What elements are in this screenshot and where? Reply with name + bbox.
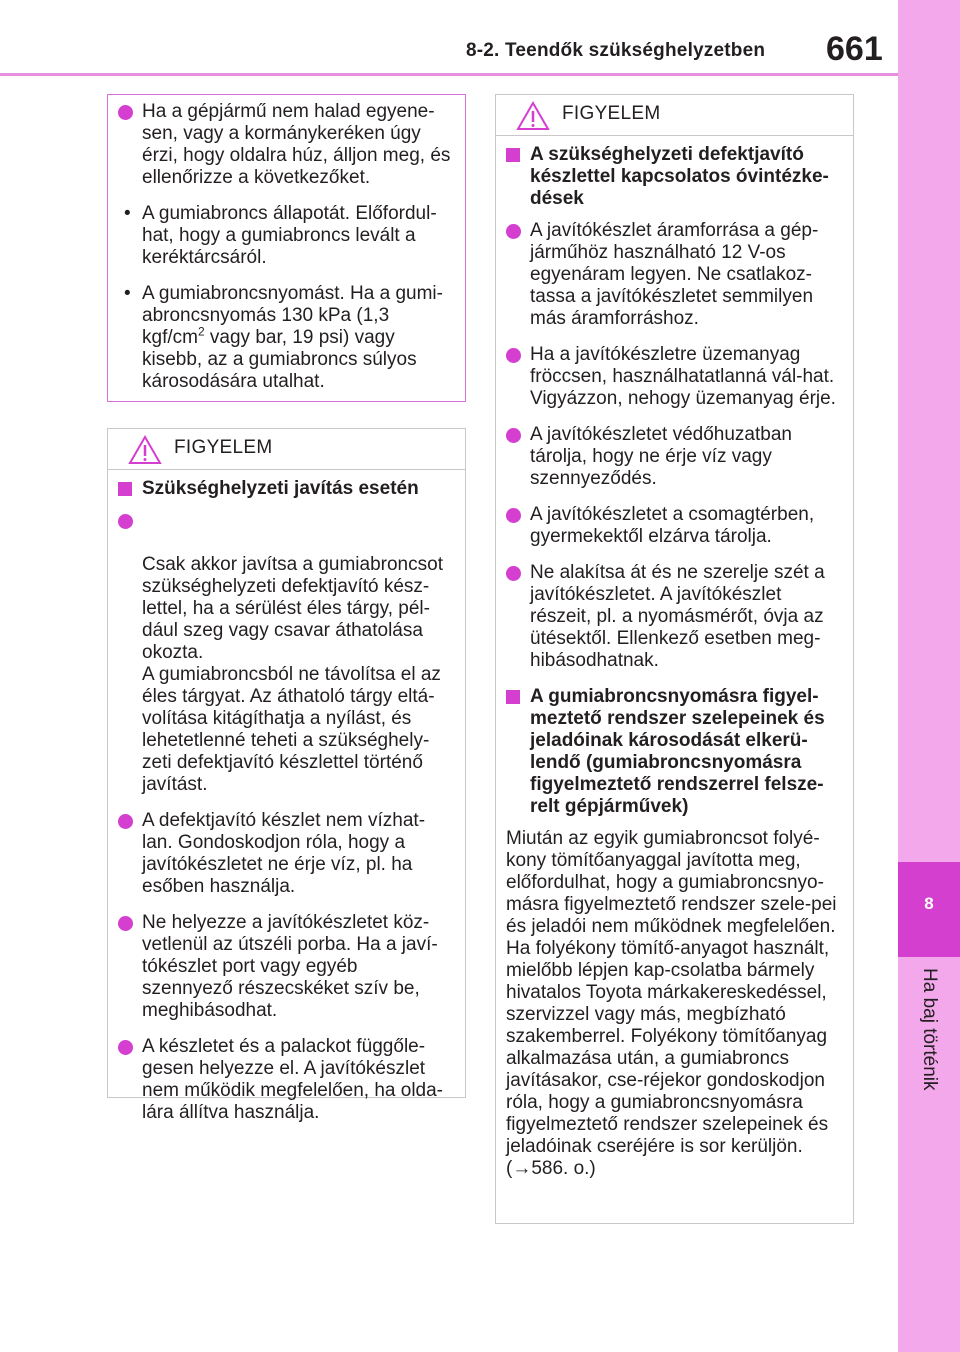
warning-bullet-text: Ne helyezze a javítókészletet köz-vetlenül az útszéli porba. Ha a javí-tókészlet port vagy egyéb szennyező részecskéket szív be, meghibásodhat. — [142, 912, 438, 1021]
warning-bullet-text: Csak akkor javítsa a gumiabroncsot szükséghelyzeti defektjavító kész-lettel, ha a sérülést éles tárgy, pél-dául szeg vagy csavar áthatolása okozta. A gumiabroncsból ne távolítsa el az éles tárgyat. Az áthatoló tárgy eltá-volítása kitágíthatja a nyílást, és lehetetlenné teheti a szükséghely-zeti defektjavító készlettel történő javítást. — [142, 554, 443, 795]
info-sub-item — [118, 283, 451, 393]
chapter-number: 8 — [924, 894, 934, 913]
info-bullet — [118, 101, 451, 189]
warning-section-title — [506, 144, 839, 210]
warning-bullet — [506, 344, 839, 410]
section-square-icon — [118, 482, 132, 496]
bullet-point-icon: • — [124, 283, 131, 304]
section-title: 8-2. Teendők szükséghelyzetben — [466, 40, 766, 61]
chapter-label: Ha baj történik — [919, 968, 940, 1091]
info-box — [107, 94, 466, 402]
section-square-icon — [506, 148, 520, 162]
bullet-dot-icon — [118, 514, 133, 529]
bullet-point-icon: • — [124, 203, 131, 224]
warning-bullet — [506, 220, 839, 330]
warning-label: FIGYELEM — [562, 103, 661, 124]
info-bullet-text: Ha a gépjármű nem halad egyene-sen, vagy a kormánykeréken úgy érzi, hogy oldalra húz, álljon meg, és ellenőrizze a következőket. — [142, 101, 451, 188]
bullet-dot-icon — [506, 224, 521, 239]
superscript: 2 — [197, 324, 205, 339]
warning-bullet — [118, 510, 451, 796]
warning-bullet-text: A defektjavító készlet nem vízhat-lan. Gondoskodjon róla, hogy a javítókészletet ne érje víz, pl. ha esőben használja. — [142, 810, 426, 897]
info-sub-text: A gumiabroncsnyomást. Ha a gumi-abroncsnyomás 130 kPa (1,3 kgf/cm — [142, 283, 443, 348]
bullet-dot-icon — [506, 348, 521, 363]
warning-paragraph: Miután az egyik gumiabroncsot folyé-kony tömítőanyaggal javította meg, előfordulhat, hogy a gumiabroncsnyo-másra figyelmeztető rendszer szele-pei és jeladói nem működnek megfelelően. Ha folyékony tömítő-anyagot használt, mielőbb lépjen kap-csolatba bármely hivatalos Toyota márkakereskedéssel, szervizzel vagy más, megbízható szakemberrel. Folyékony tömítőanyag alkalmazása után, a gumiabroncs javításakor, cse-réjekor gondoskodjon róla, hogy a gumiabroncsnyomásra figyelmeztető rendszer szelepeinek és jeladóinak cseréjére is sor kerüljön. (→586. o.) — [506, 828, 837, 1179]
section-title-text: A gumiabroncsnyomásra figyel-meztető rendszer szelepeinek és jeladóinak károsodását elkerü-lendő (gumiabroncsnyomásra figyelmeztető rendszerrel felsze-relt gépjárművek) — [530, 686, 825, 817]
warning-section-title — [506, 686, 839, 818]
warning-bullet — [506, 424, 839, 490]
warning-bullet-text: A javítókészletet védőhuzatban tárolja, hogy ne érje víz vagy szennyeződés. — [530, 424, 792, 489]
section-square-icon — [506, 690, 520, 704]
warning-box-left — [107, 428, 466, 1123]
bullet-dot-icon — [118, 814, 133, 829]
warning-bullet-text: Ne alakítsa át és ne szerelje szét a javítókészletet. A javítókészlet részeit, pl. a nyomásmérőt, óvja az ütésektől. Ellenkező esetben meg-hibásodhatnak. — [530, 562, 825, 671]
chapter-tab[interactable] — [898, 862, 960, 957]
warning-bullet — [118, 1036, 451, 1124]
warning-header — [108, 429, 465, 470]
info-sub-item — [118, 203, 451, 269]
section-title-text: A szükséghelyzeti defektjavító készlettel kapcsolatos óvintézke-dések — [530, 144, 829, 209]
warning-bullet — [506, 504, 839, 548]
warning-bullet-text: A készletet és a palackot függőle-gesen helyezze el. A javítókészlet nem működik megfelelően, ha olda-lára állítva használja. — [142, 1036, 444, 1123]
warning-bullet — [118, 810, 451, 898]
header-divider — [0, 73, 898, 76]
bullet-dot-icon — [118, 916, 133, 931]
warning-bullet-text: A javítókészletet a csomagtérben, gyermekektől elzárva tárolja. — [530, 504, 815, 547]
bullet-dot-icon — [506, 428, 521, 443]
warning-header — [496, 95, 853, 136]
warning-box-right — [495, 94, 854, 1224]
warning-section-title — [118, 478, 451, 500]
warning-triangle-icon — [516, 101, 550, 131]
bullet-dot-icon — [118, 105, 133, 120]
chapter-side-strip — [898, 0, 960, 1352]
page-number: 661 — [826, 30, 883, 68]
warning-triangle-icon — [128, 435, 162, 465]
info-sub-text-cont: vagy bar, 19 psi) vagy kisebb, az a gumiabroncs súlyos károsodására utalhat. — [142, 327, 417, 392]
bullet-dot-icon — [118, 1040, 133, 1055]
warning-bullet — [118, 912, 451, 1022]
warning-bullet-text: Ha a javítókészletre üzemanyag fröccsen, használhatatlanná vál-hat. Vigyázzon, nehogy üzemanyag érje. — [530, 344, 836, 409]
section-title-text: Szükséghelyzeti javítás esetén — [142, 478, 419, 499]
warning-bullet — [506, 562, 839, 672]
warning-bullet-text: A javítókészlet áramforrása a gép-járműhöz használható 12 V-os egyenáram legyen. Ne csatlakoz-tassa a javítókészletet semmilyen más áramforráshoz. — [530, 220, 819, 329]
bullet-dot-icon — [506, 508, 521, 523]
info-sub-text: A gumiabroncs állapotát. Előfordul-hat, hogy a gumiabroncs levált a keréktárcsáról. — [142, 203, 437, 268]
warning-label: FIGYELEM — [174, 437, 273, 458]
bullet-dot-icon — [506, 566, 521, 581]
